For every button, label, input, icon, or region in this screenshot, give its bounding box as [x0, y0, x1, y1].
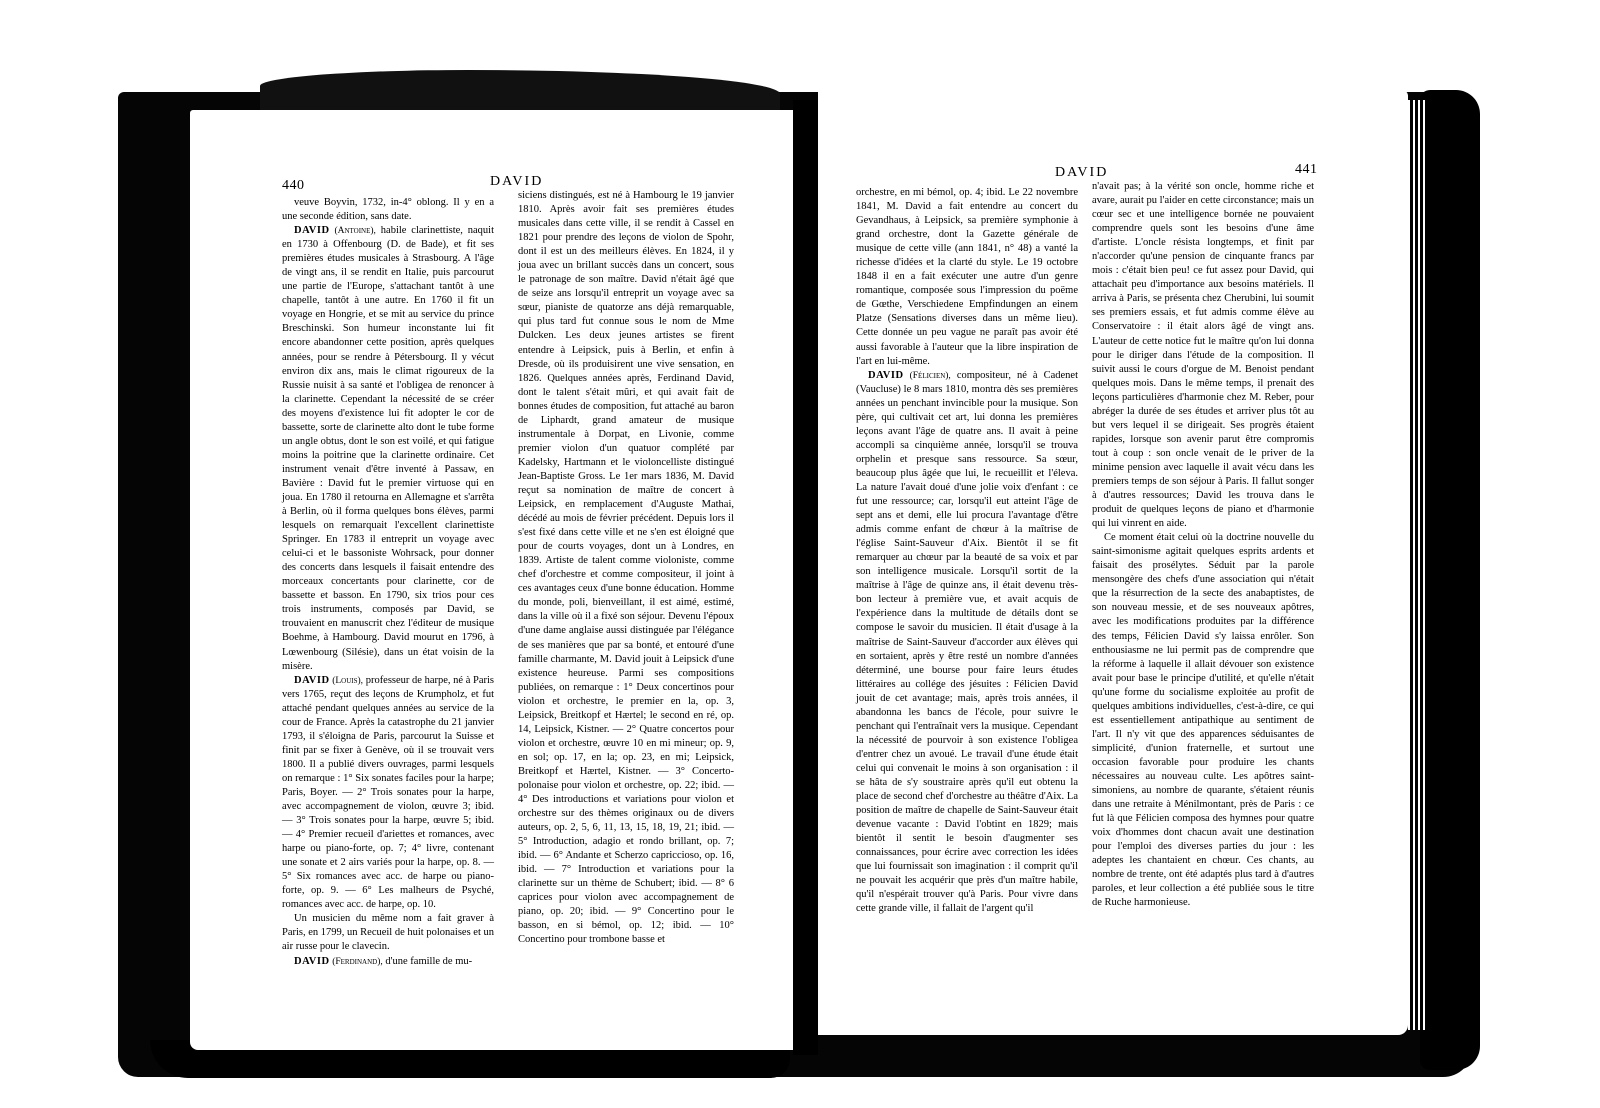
entry-given-name: (Louis), [332, 675, 364, 686]
left-column-1 [282, 196, 494, 969]
paragraph-text: veuve Boyvin, 1732, in-4° oblong. Il y en a une seconde édition, sans date. [282, 197, 494, 223]
text-paragraph [282, 196, 494, 224]
entry-headword: DAVID [294, 674, 330, 686]
entry-given-name: (Félicien), [909, 370, 951, 381]
scan-dark-right-edge [1420, 90, 1480, 1070]
paragraph-text: compositeur, né à Cadenet (Vaucluse) le 8 mars 1810, montra dès ses premières années un penchant invincible pour la musique. Son père, qui cultivait cet art, lui donna les premières leçons avant l'âge de quatre ans. Il avait à peine accompli sa cinquième année, lorsqu'il se trouva orphelin et presque sans ressource. Sa sœur, beaucoup plus âgée que lui, le recueillit et l'éleva. La nature l'avait doué d'une jolie voix d'enfant : ce fut une ressource; car, lorsqu'il eut atteint l'âge de sept ans et demi, elle lui procura l'avantage d'être admis comme enfant de chœur à la maîtrise de l'église Saint-Sauveur d'Aix. Bientôt il se fit remarquer au chœur par la beauté de sa voix et par son intelligence musicale. Lorsqu'il sortit de la maîtrise à l'âge de quinze ans, il était devenu très-bon lecteur à première vue, et avait acquis de l'expérience dans la multitude de détails dont se compose le savoir du musicien. Il était d'usage à la maîtrise de Saint-Sauveur d'accorder aux élèves qui en sortaient, après y être resté un nombre d'années déterminé, une bourse pour faire leurs études littéraires au collége des jésuites : Félicien David jouit de cet avantage; mais, après trois années, il abandonna les bancs de l'école, pour suivre le penchant qui l'entraînait vers la musique. Cependant la nécessité de pourvoir à son existence l'obligea d'entrer chez un avoué. Le travail d'une étude était celui qui convenait le moins à son organisation : il se hâta de s'y soustraire après qu'il eut obtenu la place de second chef d'orchestre au théâtre d'Aix. La position de maître de chapelle de Saint-Sauveur était devenue vacante : David l'obtint en 1829; mais bientôt il sentit le besoin d'augmenter ses connaissances, pour écrire avec correction les idées que lui fournissait son imagination : il comprit qu'il ne pouvait les acquérir que près d'un maître habile, qu'il n'espérait trouver qu'à Paris. Pour vivre dans cette grande ville, il fallait de l'argent qu'il [856, 369, 1078, 915]
right-page-number: 441 [1295, 162, 1318, 177]
dictionary-entry [282, 955, 494, 969]
entry-headword: DAVID [294, 955, 330, 967]
text-paragraph [282, 912, 494, 954]
text-paragraph [1092, 180, 1314, 531]
right-page [818, 90, 1408, 1035]
paragraph-text: habile clarinettiste, naquit en 1730 à Offenbourg (D. de Bade), et fit ses premières études musicales à Strasbourg. A l'âge de vingt ans, il se rendit en Italie, puis parcourut une partie de l'Europe, s'attachant tantôt à une chapelle, tantôt à une autre. En 1760 il fit un voyage en Hongrie, et se mit au service du prince Breschinski. Son humeur inconstante lui fit encore abandonner cette position, après quelques années, pour se rendre à Pétersbourg. Il y vécut environ dix ans, mais le climat rigoureux de la Russie nuisit à sa santé et l'obligea de renoncer à la clarinette. Cependant la nécessité de se créer des moyens d'existence lui fit adopter le cor de bassette, sorte de clarinette alto dont le tube forme un angle obtus, dont le son est voilé, et qui fatigue moins la poitrine que la clarinette ordinaire. Cet instrument venait d'être inventé à Passaw, en Bavière : David fut le premier virtuose qui en joua. En 1780 il retourna en Allemagne et s'arrêta à Berlin, où il forma quelques bons élèves, parmi lesquels on remarquait l'excellent clarinettiste Springer. En 1783 il entreprit un voyage avec celui-ci et le bassoniste Wohrsack, pour donner des concerts dans lesquels il faisait entendre des morceaux concertants pour clarinette, cor de bassette et basson. En 1790, six trios pour ces trois instruments, composés par David, se trouvaient en manuscrit chez l'éditeur de musique Boehme, à Hambourg. David mourut en 1796, à Lœwenbourg (Silésie), dans un état voisin de la misère. [282, 225, 494, 672]
paragraph-text: Ce moment était celui où la doctrine nouvelle du saint-simonisme agitait quelques esprits ardents et faisait des prosélytes. Séduit par la parole mensongère des chefs d'une association qui n'était que la résurrection de la secte des anabaptistes, de son nouveau messie, et de ses nouveaux apôtres, avec les modifications produites par la différence des temps, Félicien David s'y laissa enrôler. Son enthousiasme ne lui permit pas de comprendre que la réforme à laquelle il allait dévouer son existence avait pour base le principe d'utilité, et qu'elle n'était qu'une forme du socialisme exploitée au profit de quelques ambitions individuelles, c'est-à-dire, ce qui est essentiellement antipathique au sentiment de l'art. Il n'y vit que des apparences séduisantes de simplicité, d'union fraternelle, et surtout une occasion favorable pour produire les chants nécessaires au nouveau culte. Les apôtres saint-simoniens, au nombre de quarante, s'étaient réunis dans une retraite à Ménilmontant, près de Paris : ce fut là que Félicien composa des hymnes pour quatre voix d'hommes dont chacun avait une destination pour l'emploi des diverses parties du jour : les adeptes les chantaient en chœur. Ces chants, au nombre de trente, ont été adaptés plus tard à d'autres paroles, et leur collection a été publiée sous le titre de Ruche harmonieuse. [1092, 532, 1314, 909]
paragraph-text: siciens distingués, est né à Hambourg le 19 janvier 1810. Après avoir fait ses premières études musicales dans cette ville, il se rendit à Cassel en 1821 pour prendre des leçons de violon de Spohr, dont il est un des meilleurs élèves. En 1824, il y joua avec un brillant succès dans un concert, sous le patronage de son maître. David n'était âgé que de seize ans lorsqu'il entreprit un voyage avec sa sœur, pianiste de quatorze ans déjà remarquable, qui plus tard fut connue sous le nom de Mme Dulcken. Les deux jeunes artistes se firent entendre à Leipsick, puis à Berlin, et enfin à Dresde, où ils produisirent une vive sensation, en 1826. Quelques années après, Ferdinand David, dont le talent s'était mûri, et qui avait fait de bonnes études de composition, fut attaché au baron de Liphardt, grand amateur de musique instrumentale à Dorpat, en Livonie, comme premier violon d'un quatuor complété par Kadelsky, Hartmann et le violoncelliste distingué Jean-Baptiste Gross. Le 1er mars 1836, M. David reçut sa nomination de maître de concert à Leipsick, en remplacement d'Auguste Mathai, décédé au mois de février précédent. Depuis lors il s'est fixé dans cette ville et ne s'en est éloigné que pour de courts voyages, dont un à Londres, en 1839. Artiste de talent comme violoniste, comme chef d'orchestre et comme compositeur, il joint à ces avantages ceux d'une bonne éducation. Homme du monde, poli, bienveillant, il est aimé, estimé, dans la ville où il a fixé son séjour. Devenu l'époux d'une dame anglaise aussi distinguée par l'élégance de ses manières que par sa bonté, et entouré d'une famille charmante, M. David jouit à Leipsick d'une existence heureuse. Parmi ses compositions publiées, on remarque : 1° Deux concertinos pour violon et orchestre, le premier en la, op. 3, Leipsick, Breitkopf et Hærtel; le second en ré, op. 14, Leipsick, Kistner. — 2° Quatre concertos pour violon et orchestre, œuvre 10 en mi mineur; op. 9, en sol; op. 17, en la; op. 23, en mi; Leipsick, Breitkopf et Hærtel, Kistner. — 3° Concerto-polonaise pour violon et orchestre, op. 22; ibid. — 4° Des introductions et variations pour violon et orchestre sur des thèmes originaux ou de divers auteurs, op. 2, 5, 6, 11, 13, 15, 18, 19, 21; ibid. — 5° Introduction, adagio et rondo brillant, op. 7; ibid. — 6° Andante et Scherzo capriccioso, op. 16, ibid. — 7° Introduction et variations pour la clarinette sur un thème de Schubert; ibid. — 8° 6 caprices pour violon avec accompagnement de piano, op. 20; ibid. — 9° Concertino pour le basson, en si bémol, op. 12; ibid. — 10° Concertino pour trombone basse et [518, 190, 734, 946]
entry-given-name: (Ferdinand), [332, 956, 383, 967]
book-gutter [793, 100, 818, 1055]
right-column-2 [1092, 180, 1314, 910]
right-running-head: DAVID [1055, 165, 1109, 180]
entry-headword: DAVID [868, 369, 904, 381]
text-paragraph [856, 186, 1078, 369]
page-edges-stack [1408, 100, 1426, 1030]
text-paragraph [1092, 531, 1314, 910]
text-paragraph [518, 189, 734, 948]
dictionary-entry [282, 674, 494, 913]
left-page-number: 440 [282, 178, 305, 193]
left-running-head: DAVID [490, 174, 544, 189]
paragraph-text: orchestre, en mi bémol, op. 4; ibid. Le 22 novembre 1841, M. David a fait entendre au concert du Gevandhaus, à Leipsick, sa première symphonie à grand orchestre, dont la Gazette générale de musique de cette ville (ann 1841, n° 48) a vanté la richesse d'idées et la clarté du style. Le 19 octobre 1848 il en a fait exécuter une autre d'un genre romantique, composée sous l'impression du poëme de Gœthe, Verschiedene Empfindungen an einem Platze (Sensations diverses dans un même lieu). Cette donnée un peu vague ne paraît pas avoir été aussi favorable à l'auteur que la libre inspiration de l'art en lui-même. [856, 187, 1078, 367]
dictionary-entry [856, 369, 1078, 917]
paragraph-text: Un musicien du même nom a fait graver à Paris, en 1799, un Recueil de huit polonaises et un air russe pour le clavecin. [282, 913, 495, 953]
entry-given-name: (Antoine), [334, 226, 376, 237]
dictionary-entry [282, 224, 494, 674]
left-page [190, 110, 793, 1050]
entry-headword: DAVID [294, 225, 330, 237]
paragraph-text: d'une famille de mu- [382, 955, 473, 967]
paragraph-text: n'avait pas; à la vérité son oncle, homme riche et avare, aurait pu l'aider en cette circonstance; mais un cœur sec et une intelligence bornée ne pouvaient comprendre quels sont les besoins d'une âme d'artiste. L'oncle résista longtemps, et finit par n'accorder qu'une pension de cinquante francs par mois : c'était bien peu! ce fut assez pour David, qui attachait peu d'importance aux besoins matériels. Il arriva à Paris, se présenta chez Cherubini, lui soumit ses premiers essais, et fut admis comme élève au Conservatoire : il était alors âgé de vingt ans. L'auteur de cette notice fut le maître qu'on lui donna pour le diriger dans l'étude de la composition. Il suivit aussi le cours d'orgue de M. Benoist pendant quelques mois. Dans le même temps, il prenait des leçons particulières d'harmonie chez M. Reber, pour abréger la durée de ses études et arriver plus tôt au but vers lequel il se dirigeait. Ses progrès étaient rapides, lorsque son avenir parut être compromis tout à coup : son oncle venait de le priver de la minime pension avec laquelle il avait vécu dans les premiers temps de son séjour à Paris. Il fallut songer à d'autres ressources; David les trouva dans le produit de quelques leçons de piano et d'harmonie qui lui vinrent en aide. [1092, 181, 1314, 530]
scan-dark-top-edge [260, 70, 780, 110]
left-column-2 [518, 189, 734, 948]
paragraph-text: professeur de harpe, né à Paris vers 1765, reçut des leçons de Krumpholz, et fut attaché pendant quelques années au service de la cour de France. Après la catastrophe du 21 janvier 1793, il s'éloigna de Paris, parcourut la Suisse et finit par se fixer à Genève, où il se trouvait vers 1800. Il a publié divers ouvrages, parmi lesquels on remarque : 1° Six sonates faciles pour la harpe; Paris, Boyer. — 2° Trois sonates pour la harpe, avec accompagnement de violon, œuvre 3; ibid. — 3° Trois sonates pour la harpe, œuvre 5; ibid. — 4° Premier recueil d'ariettes et romances, avec harpe ou piano-forte, op. 7; 4° livre, contenant une sonate et 2 airs variés pour la harpe, op. 8. — 5° Six romances avec acc. de harpe ou piano-forte, op. 9. — 6° Les malheurs de Psyché, romances avec acc. de harpe, op. 10. [282, 674, 494, 911]
right-column-1 [856, 186, 1078, 916]
